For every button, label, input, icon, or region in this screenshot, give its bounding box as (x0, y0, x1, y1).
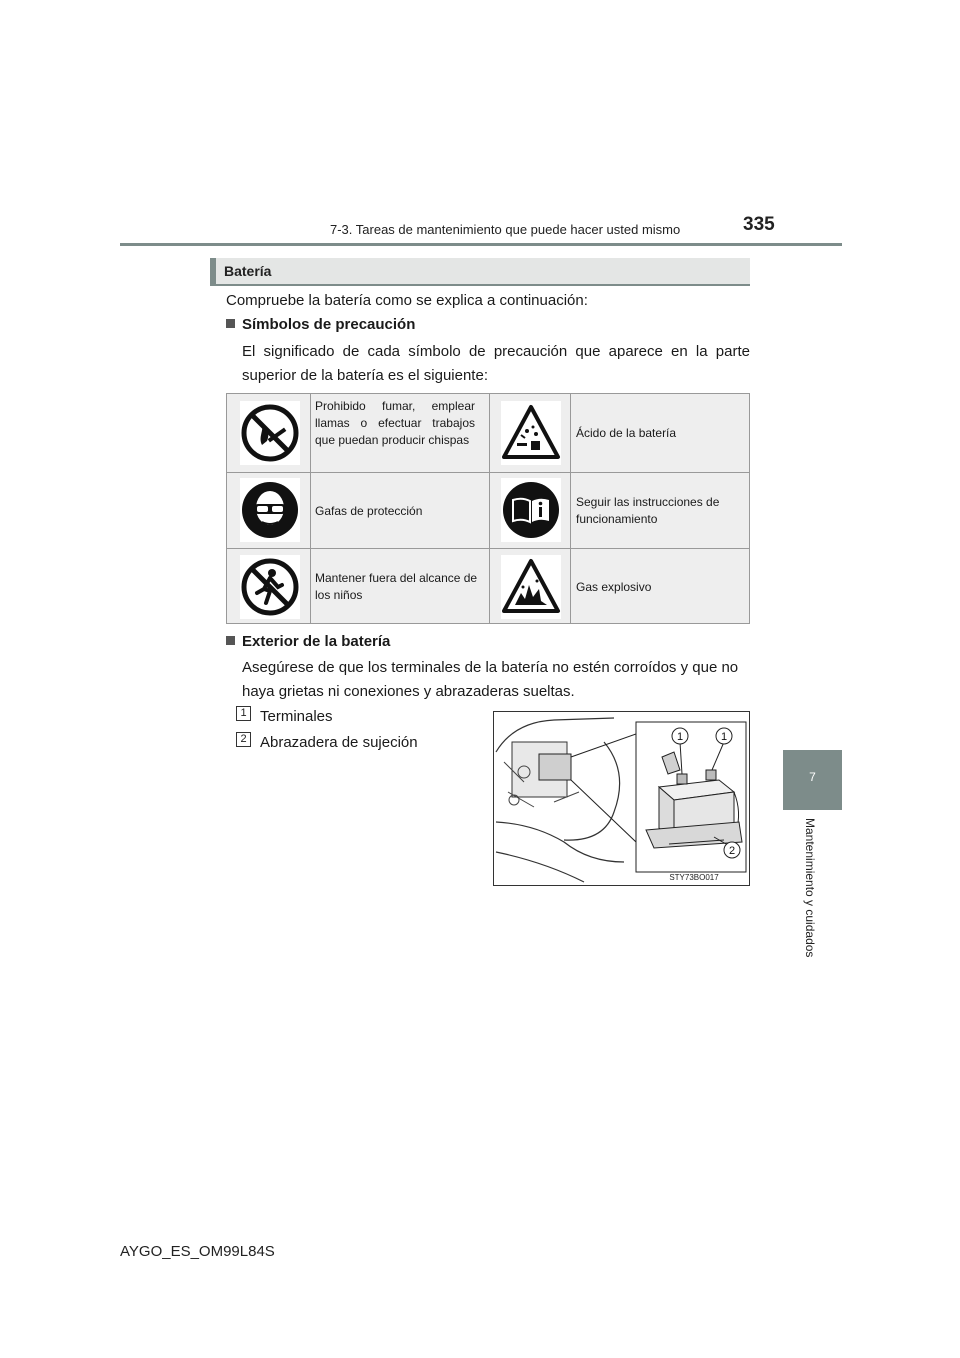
callout-1-terminal: 1 (676, 731, 684, 743)
caution-heading (226, 316, 415, 333)
symbol-label: Mantener fuera del alcance de los niños (315, 571, 478, 602)
callout-1-terminal: 1 (720, 731, 728, 743)
illustration-code: STY73BO017 (669, 873, 719, 882)
caution-heading-label: Símbolos de precaución (242, 316, 416, 333)
symbol-label: Gafas de protección (315, 504, 423, 518)
read-instructions-icon (501, 478, 561, 542)
part-label: Abrazadera de sujeción (260, 734, 418, 751)
symbol-label: Seguir las instrucciones de funcionamiento (576, 495, 720, 526)
exterior-heading (226, 633, 390, 650)
chapter-number: 7 (809, 770, 816, 784)
callout-2-clamp: 2 (728, 845, 736, 857)
exterior-text: Asegúrese de que los terminales de la batería no estén corroídos y que no haya grietas ni conexiones y abrazaderas sueltas. (242, 659, 739, 700)
page-number: 335 (743, 214, 775, 235)
table-col-divider (310, 393, 311, 624)
bullet-square-icon (226, 636, 235, 645)
table-row-divider (226, 548, 750, 549)
intro-text: Compruebe la batería como se explica a continuación: (226, 292, 588, 309)
document-code: AYGO_ES_OM99L84S (120, 1243, 275, 1260)
table-col-divider (489, 393, 490, 624)
battery-acid-icon (501, 401, 561, 465)
safety-goggles-icon (240, 478, 300, 542)
part-number-badge: 2 (236, 732, 251, 747)
keep-away-children-icon (240, 555, 300, 619)
header-rule (120, 243, 842, 246)
section-title: Batería (224, 263, 272, 279)
exterior-heading-label: Exterior de la batería (242, 633, 391, 650)
section-heading-accent (210, 258, 216, 284)
symbol-label: Ácido de la batería (576, 426, 677, 440)
part-number-badge: 1 (236, 706, 251, 721)
battery-illustration (493, 711, 750, 886)
chapter-title: Mantenimiento y cuidados (803, 818, 817, 958)
symbol-label: Prohibido fumar, emplear llamas o efectuar trabajos que puedan producir chispas (315, 399, 475, 447)
table-col-divider (570, 393, 571, 624)
symbol-label: Gas explosivo (576, 580, 652, 594)
section-heading (210, 258, 750, 286)
part-label: Terminales (260, 708, 333, 725)
caution-text: El significado de cada símbolo de precaución que aparece en la parte superior de la batería es el siguiente: (242, 343, 750, 384)
explosive-gas-icon (501, 555, 561, 619)
table-row-divider (226, 472, 750, 473)
bullet-square-icon (226, 319, 235, 328)
running-header: 7-3. Tareas de mantenimiento que puede hacer usted mismo (330, 222, 681, 237)
no-smoking-flames-icon (240, 401, 300, 465)
